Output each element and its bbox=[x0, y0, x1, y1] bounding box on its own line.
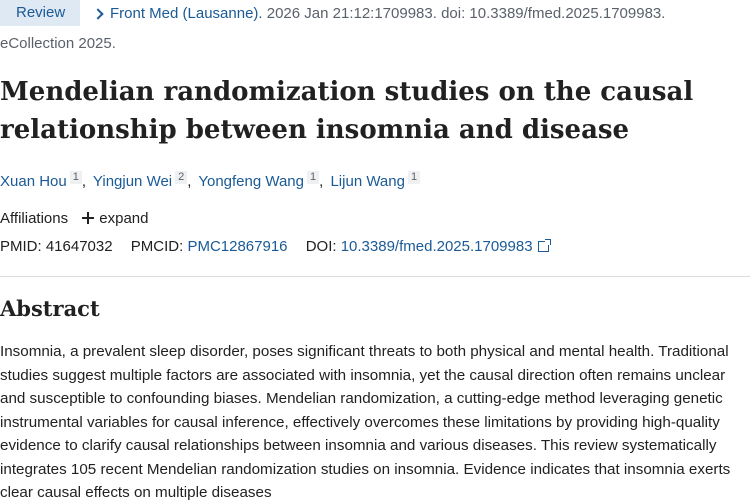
author-separator: , bbox=[81, 173, 87, 190]
plus-icon bbox=[82, 212, 94, 224]
journal-link[interactable]: Front Med (Lausanne). bbox=[110, 5, 263, 22]
affiliation-number[interactable]: 2 bbox=[175, 171, 187, 184]
affiliation-number[interactable]: 1 bbox=[307, 171, 319, 184]
author-link[interactable]: Yongfeng Wang bbox=[198, 173, 304, 190]
journal-citation bbox=[92, 4, 665, 24]
affiliation-number[interactable]: 1 bbox=[408, 171, 420, 184]
abstract-text: Insomnia, a prevalent sleep disorder, poses significant threats to both physical and mental health. Traditional studies suggest multiple factors are associated with insomnia, yet the causal direction often remains unclear and susceptible to confounding biases. Mendelian randomization, a cutting-edge method leveraging genetic instrumental variables for causal inference, effectively overcomes these limitations by providing high-quality evidence to clarify causal relationships between insomnia and various diseases. This review systematically integrates 105 recent Mendelian randomization studies on insomnia. Evidence indicates that insomnia exerts clear causal effects on multiple diseases bbox=[0, 343, 731, 500]
citation-header bbox=[0, 0, 750, 26]
author-link[interactable]: Lijun Wang bbox=[330, 173, 405, 190]
article-title: Mendelian randomization studies on the causal relationship between insomnia and disease bbox=[0, 77, 694, 145]
chevron-right-icon bbox=[92, 8, 103, 19]
abstract-heading: Abstract bbox=[0, 296, 100, 321]
author-separator: , bbox=[319, 173, 324, 190]
external-link-icon[interactable] bbox=[538, 241, 549, 252]
author-separator: , bbox=[187, 173, 192, 190]
author-list bbox=[0, 171, 420, 192]
affiliation-number[interactable]: 1 bbox=[70, 171, 82, 184]
author-link[interactable]: Xuan Hou bbox=[0, 173, 67, 190]
section-divider bbox=[0, 276, 750, 277]
identifiers-row bbox=[0, 237, 549, 257]
citation-text: 2026 Jan 21:12:1709983. doi: 10.3389/fmed.2025.1709983. bbox=[262, 5, 666, 22]
review-badge: Review bbox=[0, 0, 80, 26]
expand-affiliations-button[interactable] bbox=[82, 210, 148, 227]
doi-link[interactable]: 10.3389/fmed.2025.1709983 bbox=[340, 238, 533, 255]
pmcid-label: PMCID: bbox=[130, 238, 184, 255]
affiliations-label: Affiliations bbox=[0, 210, 69, 227]
doi-label: DOI: bbox=[305, 238, 337, 255]
pmid-value: 41647032 bbox=[45, 238, 113, 255]
author-link[interactable]: Yingjun Wei bbox=[92, 173, 173, 190]
pmcid-link[interactable]: PMC12867916 bbox=[187, 238, 288, 255]
expand-label: expand bbox=[99, 210, 149, 227]
pmid-label: PMID: bbox=[0, 238, 42, 255]
ecollection-text: eCollection 2025. bbox=[0, 35, 116, 52]
affiliations-row bbox=[0, 209, 148, 229]
